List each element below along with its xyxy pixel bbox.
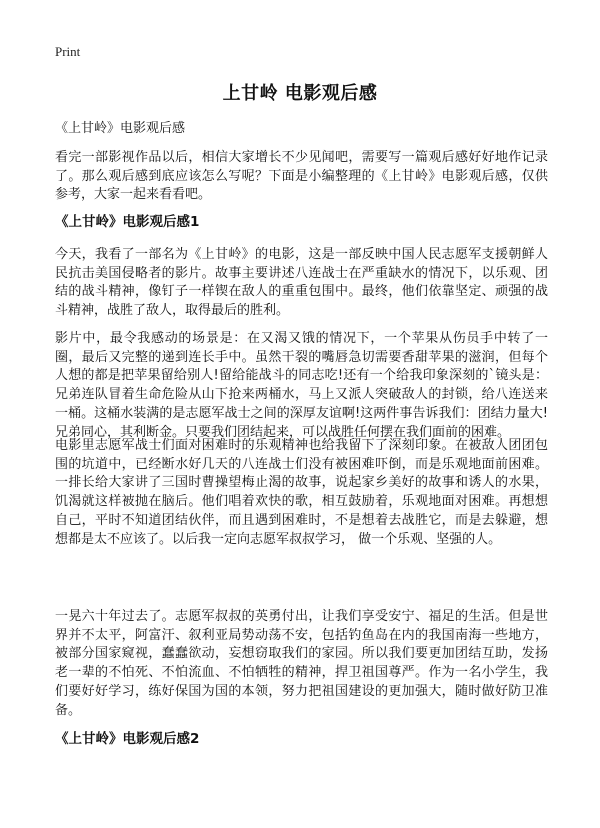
section-heading-2: 《上甘岭》电影观后感2	[55, 731, 200, 747]
section-1-paragraph-3: 电影里志愿军战士们面对困难时的乐观精神也给我留下了深刻印象。在被敌人团团包围的坑道中，已经断水好几天的八连战士们没有被困难吓倒，而是乐观地面前困难。一排长给大家讲了三国时曹操望梅止渴的故事，说起家乡美好的故事和诱人的水果，饥渴就这样被抛在脑后。他们唱着欢快的歌，相互鼓励着，乐观地面对困难。再想想自己，平时不知道团结伙伴，而且遇到困难时，不是想着去战胜它，而是去躲避，想想都是太不应该了。以后我一定向志愿军叔叔学习， 做一个乐观、坚强的人。	[55, 438, 548, 547]
document-subtitle: 《上甘岭》电影观后感	[55, 121, 186, 136]
section-1-paragraph-1: 今天，我看了一部名为《上甘岭》的电影，这是一部反映中国人民志愿军支援朝鲜人民抗击美国侵略者的影片。故事主要讲述八连战士在严重缺水的情况下，以乐观、团结的战斗精神，像钉子一样锲在敌人的重重包围中。最终，他们依靠坚定、顽强的战斗精神，战胜了敌人，取得最后的胜利。	[55, 247, 548, 319]
section-heading-1: 《上甘岭》电影观后感1	[55, 214, 200, 230]
section-1-paragraph-4: 一晃六十年过去了。志愿军叔叔的英勇付出，让我们享受安宁、福足的生活。但是世界并不太平，阿富汗、叙利亚局势动荡不安，包括钓鱼岛在内的我国南海一些地方，被部分国家窥视，蠢蠢欲动，妄想窃取我们的家园。所以我们要更加团结互助，发扬老一辈的不怕死、不怕流血、不怕牺牲的精神，捍卫祖国尊严。作为一名小学生，我们要好好学习，练好保国为国的本领，努力把祖国建设的更加强大，随时做好防卫准备。	[55, 609, 548, 718]
intro-paragraph: 看完一部影视作品以后，相信大家增长不少见闻吧，需要写一篇观后感好好地作记录了。那么观后感到底应该怎么写呢？下面是小编整理的《上甘岭》电影观后感，仅供参考，大家一起来看看吧。	[55, 150, 548, 203]
print-link[interactable]: Print	[55, 44, 81, 59]
section-1-paragraph-2: 影片中，最令我感动的场景是：在又渴又饿的情况下，一个苹果从伤员手中转了一圈，最后又完整的递到连长手中。虽然干裂的嘴唇急切需要香甜苹果的滋润，但每个人想的都是把苹果留给别人!留给能战斗的同志吃!还有一个给我印象深刻的`镜头是：兄弟连队冒着生命危险从山下抢来两桶水，马上又派人突破敌人的封锁，给八连送来一桶。这桶水装满的是志愿军战士之间的深厚友谊啊!这两件事告诉我们：团结力量大!兄弟同心，其利断金。只要我们团结起来，可以战胜任何摆在我们面前的困难。	[55, 331, 548, 440]
document-title: 上甘岭 电影观后感	[222, 83, 378, 104]
